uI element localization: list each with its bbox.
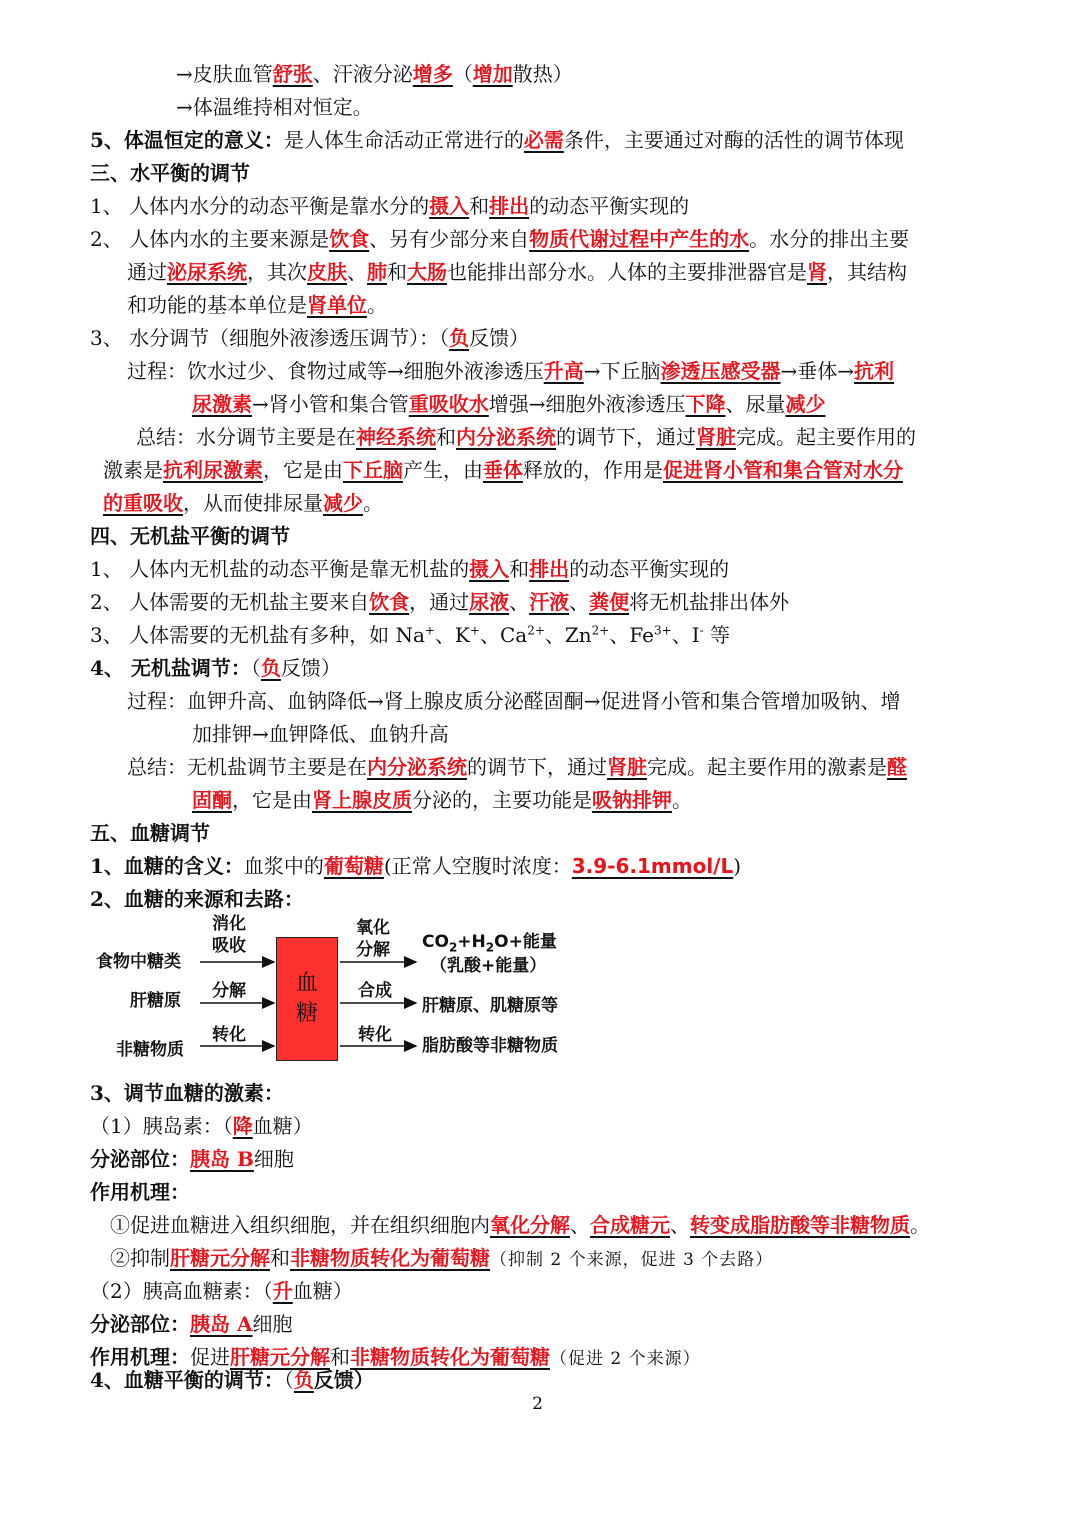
body-text: 3、 水分调节（细胞外液渗透压调节）：（ bbox=[90, 326, 450, 350]
section-heading: 分泌部位： bbox=[90, 1312, 190, 1336]
body-text: 、另有少部分来自 bbox=[369, 227, 530, 251]
body-text: ，它是由 bbox=[232, 788, 312, 812]
section-heading: 三、水平衡的调节 bbox=[90, 161, 250, 185]
section-heading: 四、无机盐平衡的调节 bbox=[90, 524, 290, 548]
body-text: 是人体生命活动正常进行的 bbox=[283, 128, 524, 152]
key-term: 排出 bbox=[529, 557, 570, 581]
body-text: 血糖） bbox=[252, 1114, 313, 1138]
key-term: 氧化分解 bbox=[490, 1213, 570, 1237]
body-text: 、Ca bbox=[479, 623, 528, 647]
key-term: 增加 bbox=[472, 62, 513, 86]
key-term: 胰岛 B bbox=[190, 1147, 254, 1171]
body-text: 也能排出部分水。人体的主要排泄器官是 bbox=[447, 260, 807, 284]
body-text: 血浆中的 bbox=[243, 854, 324, 878]
body-text: 。水分的排出主要 bbox=[749, 227, 910, 251]
key-term: 垂体 bbox=[483, 458, 523, 482]
body-text: （ bbox=[283, 1368, 294, 1392]
key-term: 合成糖元 bbox=[590, 1213, 670, 1237]
key-term: 转变成脂肪酸等非糖物质 bbox=[690, 1213, 910, 1237]
key-term: 汗液 bbox=[529, 590, 570, 614]
key-term: 饮食 bbox=[329, 227, 370, 251]
key-term: 固酮 bbox=[192, 788, 232, 812]
body-text: 、尿量 bbox=[725, 392, 786, 416]
body-text: 。 bbox=[367, 293, 387, 317]
body-text: 反馈） bbox=[280, 656, 341, 680]
body-text: 加排钾→血钾降低、血钠升高 bbox=[192, 722, 449, 746]
body-text: 、Fe bbox=[609, 623, 654, 647]
key-term: 舒张 bbox=[272, 62, 313, 86]
process-decompose-left: 分解 bbox=[212, 981, 246, 1001]
key-term: 肾上腺皮质 bbox=[312, 788, 412, 812]
body-text: 2、 人体内水的主要来源是 bbox=[90, 227, 330, 251]
blood-sugar-box bbox=[276, 937, 338, 1061]
blood-sugar-label: 血 糖 bbox=[295, 971, 318, 1026]
body-text: 产生，由 bbox=[403, 458, 483, 482]
body-text: （ bbox=[250, 656, 261, 680]
body-text: 反馈） bbox=[469, 326, 530, 350]
body-text: ，其结构 bbox=[827, 260, 907, 284]
section-heading: 1、血糖的含义： bbox=[90, 854, 244, 878]
key-term: 3.9-6.1mmol/L bbox=[571, 854, 734, 878]
body-text: 和 bbox=[436, 425, 456, 449]
section-heading: 作用机理： bbox=[90, 1345, 190, 1369]
key-term: 摄入 bbox=[429, 194, 470, 218]
key-term: 肾 bbox=[807, 260, 827, 284]
source-food-label: 食物中糖类 bbox=[96, 952, 181, 972]
key-term: 非糖物质转化为葡萄糖 bbox=[290, 1246, 490, 1270]
section-heading: 五、血糖调节 bbox=[90, 821, 210, 845]
body-text: （1）胰岛素：（ bbox=[90, 1114, 233, 1138]
key-term: 减少 bbox=[785, 392, 826, 416]
key-term: 抗利尿激素 bbox=[163, 458, 263, 482]
body-text: 增强→细胞外液渗透压 bbox=[488, 392, 686, 416]
body-text: 总结：无机盐调节主要是在 bbox=[127, 755, 367, 779]
key-term: 肺 bbox=[367, 260, 387, 284]
body-text: 的动态平衡实现的 bbox=[529, 194, 690, 218]
output-lactic-acid: （乳酸+能量） bbox=[430, 956, 547, 976]
key-term: 肾脏 bbox=[607, 755, 647, 779]
key-term: 肝糖元分解 bbox=[170, 1246, 270, 1270]
key-term: 负 bbox=[293, 1368, 314, 1392]
body-text: 的调节下，通过 bbox=[556, 425, 696, 449]
body-text: 。 bbox=[363, 491, 383, 515]
body-text: 激素是 bbox=[103, 458, 163, 482]
body-text: ，通过 bbox=[409, 590, 470, 614]
body-text: 将无机盐排出体外 bbox=[629, 590, 790, 614]
section-heading: 作用机理： bbox=[90, 1180, 190, 1204]
process-synthesis: 合成 bbox=[358, 981, 392, 1001]
body-text: 、 bbox=[347, 260, 367, 284]
body-text: 2、 人体需要的无机盐主要来自 bbox=[90, 590, 370, 614]
page-number: 2 bbox=[532, 1394, 543, 1414]
key-term: 重吸收水 bbox=[408, 392, 489, 416]
source-liver-label: 肝糖原 bbox=[130, 991, 181, 1011]
body-text: →皮肤血管 bbox=[176, 62, 273, 86]
body-text: 。 bbox=[910, 1213, 930, 1237]
output-glycogen: 肝糖原、肌糖原等 bbox=[422, 996, 558, 1016]
ion-charge: 3+ bbox=[654, 623, 672, 638]
body-text: ) bbox=[733, 854, 742, 878]
body-text: 和 bbox=[469, 194, 490, 218]
body-text: （ bbox=[452, 62, 473, 86]
body-text: 等 bbox=[703, 623, 731, 647]
body-text: 1、 人体内无机盐的动态平衡是靠无机盐的 bbox=[90, 557, 470, 581]
key-term: 肾单位 bbox=[307, 293, 367, 317]
body-text: 完成。起主要作用的激素是 bbox=[647, 755, 887, 779]
key-term: 大肠 bbox=[407, 260, 447, 284]
key-term: 的重吸收 bbox=[103, 491, 183, 515]
section-heading: 2、血糖的来源和去路： bbox=[90, 887, 304, 911]
section-heading: 分泌部位： bbox=[90, 1147, 190, 1171]
key-term: 肝糖元分解 bbox=[230, 1345, 330, 1369]
body-text: 释放的，作用是 bbox=[523, 458, 663, 482]
body-text: 的调节下，通过 bbox=[467, 755, 607, 779]
key-term: 尿液 bbox=[469, 590, 510, 614]
key-term: 升高 bbox=[543, 359, 584, 383]
key-term: 皮肤 bbox=[307, 260, 347, 284]
body-text: 散热） bbox=[512, 62, 573, 86]
body-text: 和 bbox=[270, 1246, 290, 1270]
body-text: 细胞 bbox=[253, 1147, 294, 1171]
body-text: →肾小管和集合管 bbox=[252, 392, 409, 416]
key-term: 下丘脑 bbox=[343, 458, 403, 482]
body-text: ，从而使排尿量 bbox=[183, 491, 323, 515]
key-term: 负 bbox=[260, 656, 281, 680]
ion-charge: - bbox=[699, 623, 704, 638]
body-text: 和 bbox=[387, 260, 407, 284]
ion-charge: + bbox=[424, 623, 435, 638]
body-text: →垂体→ bbox=[780, 359, 855, 383]
key-term: 必需 bbox=[523, 128, 564, 152]
body-text: ，其次 bbox=[247, 260, 307, 284]
body-text: →下丘脑 bbox=[583, 359, 661, 383]
key-term: 泌尿系统 bbox=[167, 260, 247, 284]
section-heading: 5、体温恒定的意义： bbox=[90, 128, 284, 152]
process-convert-left: 转化 bbox=[212, 1025, 246, 1045]
key-term: 神经系统 bbox=[356, 425, 436, 449]
output-fatty-acids: 脂肪酸等非糖物质 bbox=[422, 1036, 558, 1056]
key-term: 降 bbox=[232, 1114, 253, 1138]
body-text: 促进 bbox=[190, 1345, 230, 1369]
body-text: ②抑制 bbox=[110, 1246, 170, 1270]
source-nonsugar-label: 非糖物质 bbox=[116, 1040, 184, 1060]
body-text: 和 bbox=[509, 557, 530, 581]
key-term: 吸钠排钾 bbox=[592, 788, 672, 812]
key-term: 粪便 bbox=[589, 590, 630, 614]
ion-charge: 2+ bbox=[591, 623, 610, 638]
key-term: 物质代谢过程中产生的水 bbox=[529, 227, 750, 251]
key-term: 摄入 bbox=[469, 557, 510, 581]
process-oxidation: 氧化 分解 bbox=[356, 918, 390, 960]
key-term: 排出 bbox=[489, 194, 530, 218]
output-co2-water-energy: $CO_2+H_2O+$能量 bbox=[422, 932, 557, 955]
body-text: ①促进血糖进入组织细胞，并在组织细胞内 bbox=[110, 1213, 490, 1237]
body-text: 、I bbox=[671, 623, 700, 647]
key-term: 促进肾小管和集合管对水分 bbox=[663, 458, 903, 482]
key-term: 胰岛 A bbox=[190, 1312, 253, 1336]
body-text: 总结：水分调节主要是在 bbox=[136, 425, 356, 449]
body-text: 、Zn bbox=[544, 623, 592, 647]
body-text: ，它是由 bbox=[263, 458, 343, 482]
body-text: 条件，主要通过对酶的活性的调节体现 bbox=[563, 128, 904, 152]
key-term: 内分泌系统 bbox=[456, 425, 556, 449]
key-term: 葡萄糖 bbox=[323, 854, 384, 878]
body-text: 血糖） bbox=[292, 1279, 353, 1303]
ion-charge: + bbox=[469, 623, 480, 638]
body-text: 细胞 bbox=[252, 1312, 293, 1336]
body-text: 、 bbox=[670, 1213, 690, 1237]
key-term: 下降 bbox=[685, 392, 726, 416]
body-text: →体温维持相对恒定。 bbox=[176, 95, 373, 119]
body-text: 通过 bbox=[127, 260, 167, 284]
body-text: 和功能的基本单位是 bbox=[127, 293, 307, 317]
key-term: 渗透压感受器 bbox=[660, 359, 781, 383]
process-digest-absorb: 消化 吸收 bbox=[212, 914, 246, 956]
key-term: 增多 bbox=[412, 62, 453, 86]
body-text: （2）胰高血糖素：（ bbox=[90, 1279, 273, 1303]
key-term: 内分泌系统 bbox=[367, 755, 467, 779]
body-text: 、 bbox=[569, 590, 590, 614]
key-term: 抗利 bbox=[854, 359, 895, 383]
body-text: 、 bbox=[570, 1213, 590, 1237]
key-term: 肾脏 bbox=[696, 425, 736, 449]
body-text: 的动态平衡实现的 bbox=[569, 557, 730, 581]
body-text: (正常人空腹时浓度： bbox=[383, 854, 572, 878]
body-text: 3、 人体需要的无机盐有多种，如 Na bbox=[90, 623, 425, 647]
body-text: 、K bbox=[434, 623, 470, 647]
section-heading: 反馈） bbox=[313, 1368, 374, 1392]
ion-charge: 2+ bbox=[527, 623, 545, 638]
body-text: 和 bbox=[330, 1345, 350, 1369]
section-heading: 4、血糖平衡的调节： bbox=[90, 1368, 284, 1392]
body-text: 过程：血钾升高、血钠降低→肾上腺皮质分泌醛固酮→促进肾小管和集合管增加吸钠、增 bbox=[127, 689, 901, 713]
section-heading: 4、 无机盐调节： bbox=[90, 656, 251, 680]
key-term: 减少 bbox=[323, 491, 363, 515]
section-heading: 3、调节血糖的激素： bbox=[90, 1081, 284, 1105]
body-text: 、 bbox=[509, 590, 530, 614]
key-term: 升 bbox=[272, 1279, 293, 1303]
key-term: 负 bbox=[449, 326, 470, 350]
key-term: 尿激素 bbox=[192, 392, 252, 416]
note-text: （促进 2 个来源） bbox=[550, 1349, 701, 1369]
body-text: 。 bbox=[672, 788, 692, 812]
body-text: 过程：饮水过少、食物过咸等→细胞外液渗透压 bbox=[127, 359, 544, 383]
body-text: 1、 人体内水分的动态平衡是靠水分的 bbox=[90, 194, 430, 218]
body-text: 完成。起主要作用的 bbox=[736, 425, 916, 449]
body-text: 、汗液分泌 bbox=[312, 62, 413, 86]
key-term: 醛 bbox=[887, 755, 907, 779]
key-term: 饮食 bbox=[369, 590, 410, 614]
body-text: 分泌的，主要功能是 bbox=[412, 788, 592, 812]
key-term: 非糖物质转化为葡萄糖 bbox=[350, 1345, 550, 1369]
process-convert-right: 转化 bbox=[358, 1025, 392, 1045]
note-text: （抑制 2 个来源，促进 3 个去路） bbox=[490, 1250, 774, 1270]
